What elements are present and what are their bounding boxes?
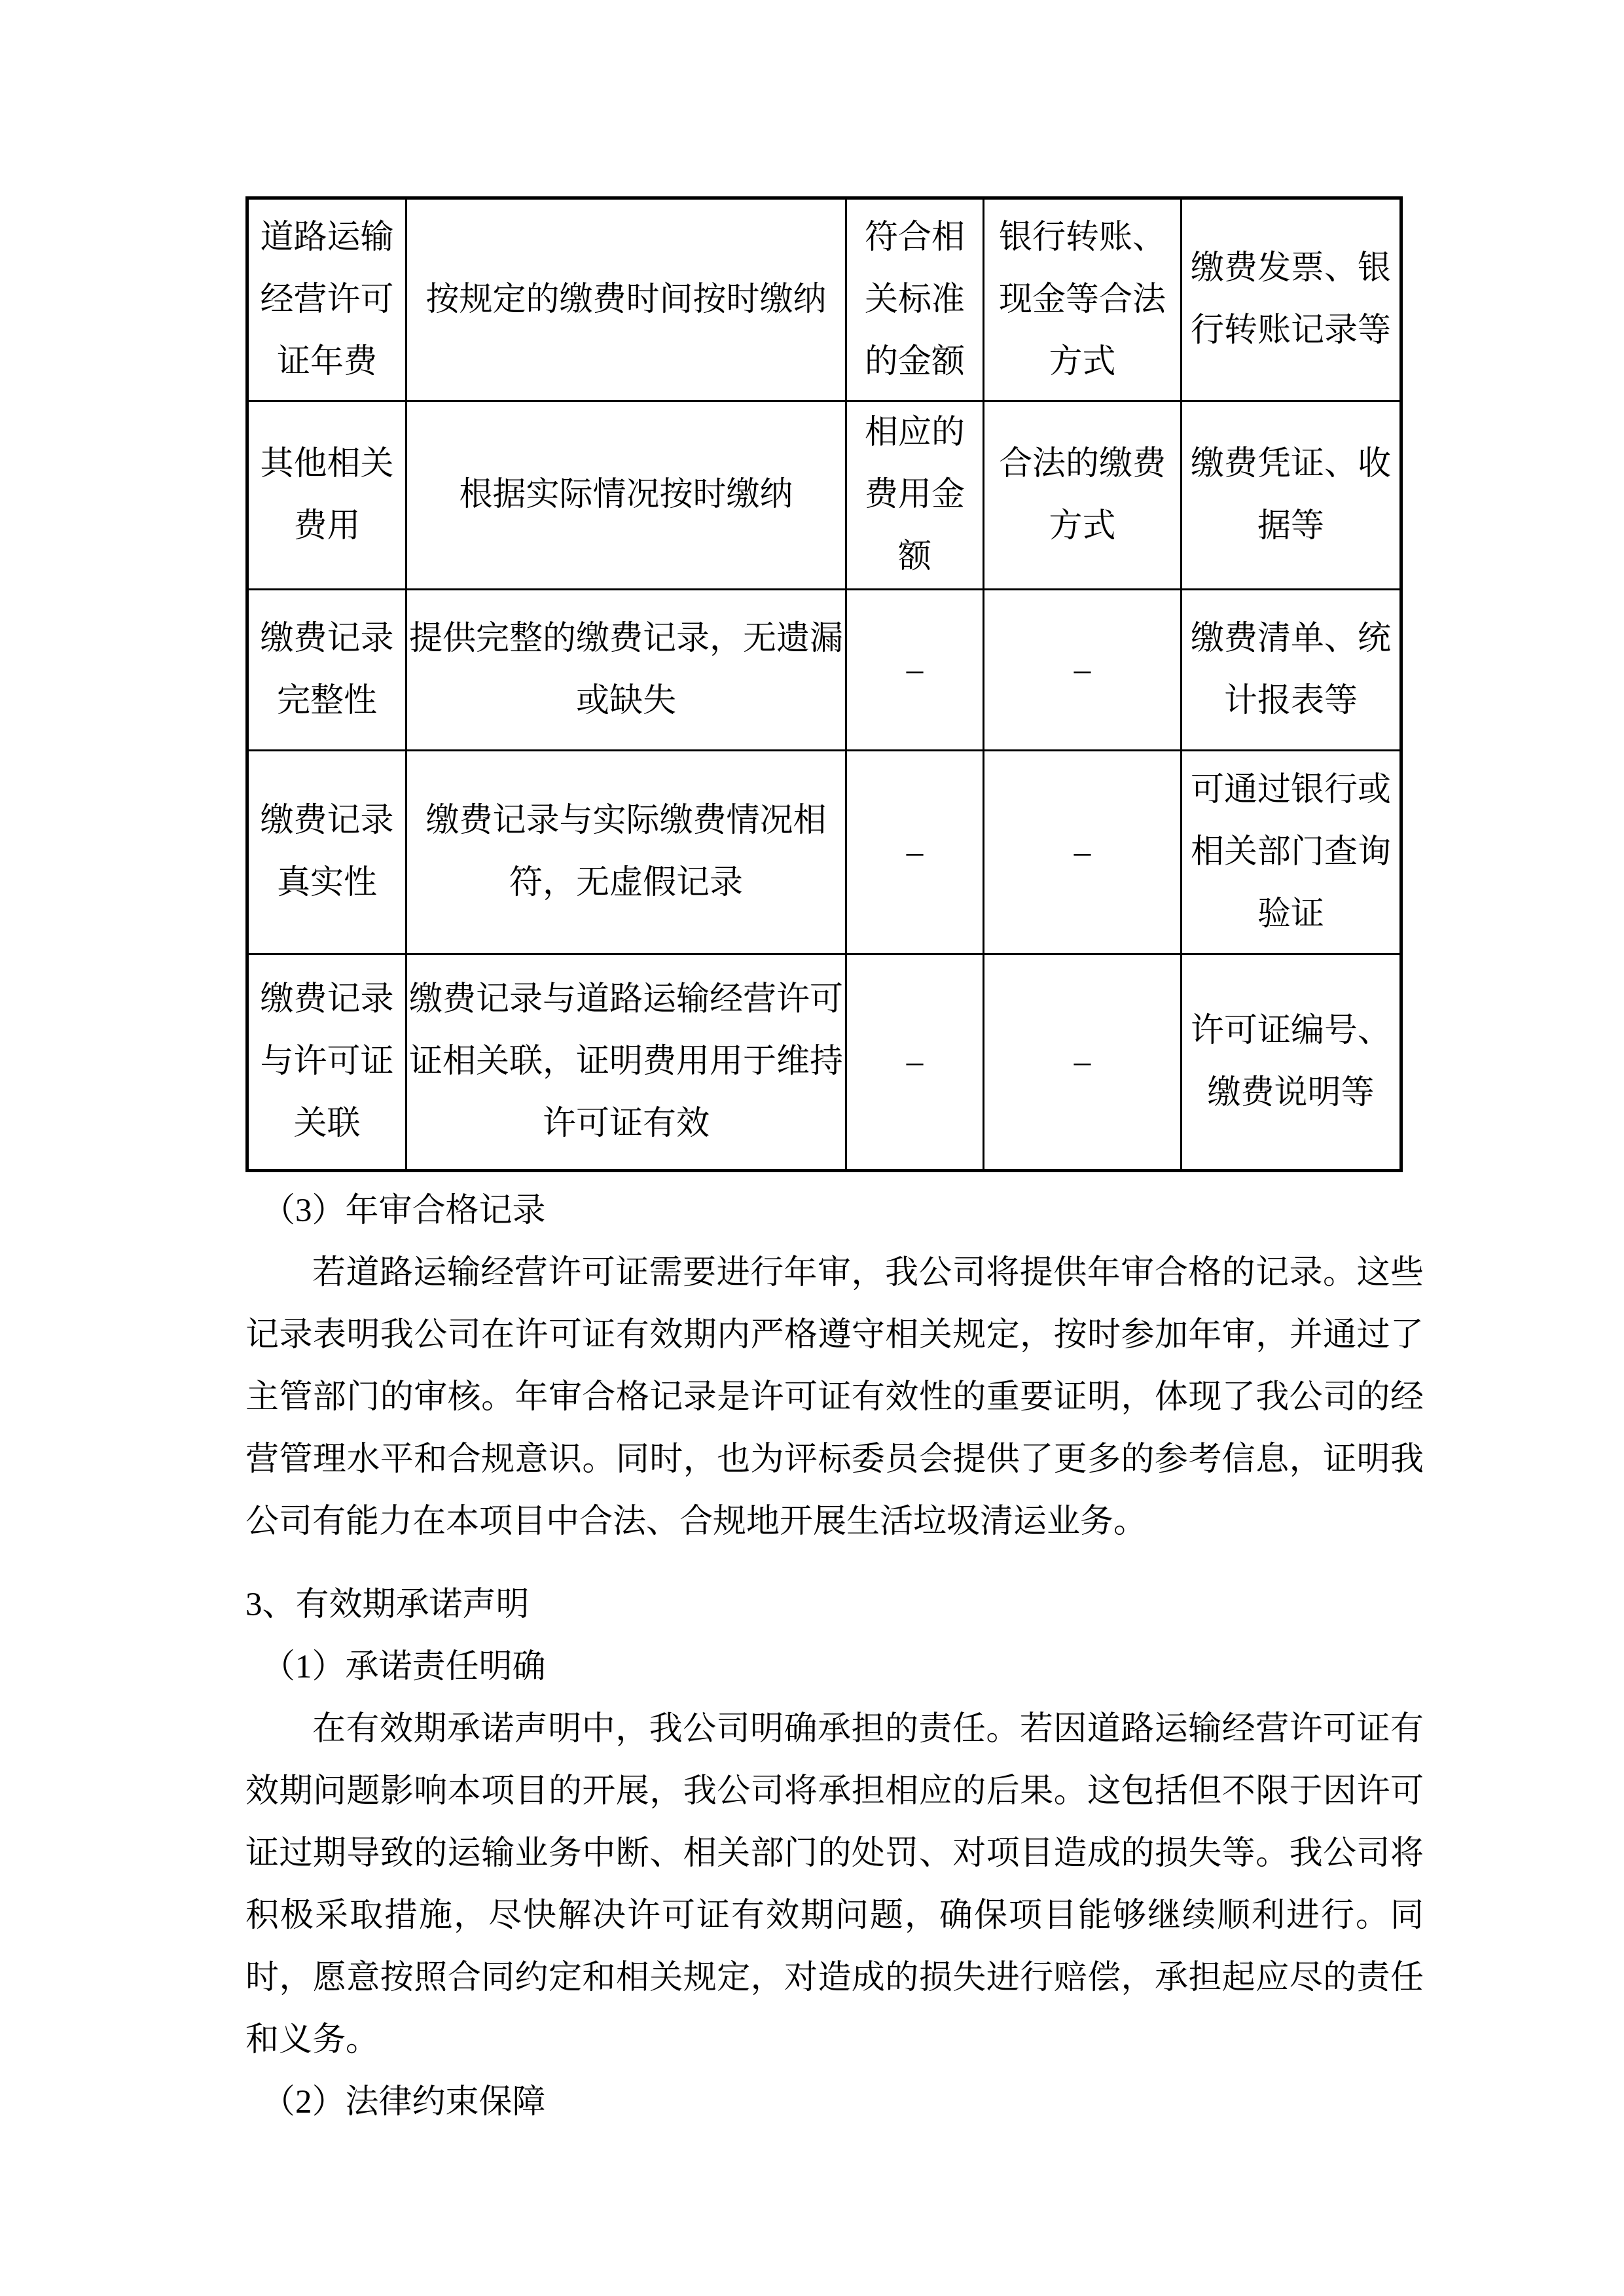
heading-validity-commitment: 3、有效期承诺声明 — [245, 1587, 530, 1623]
table-cell: – — [984, 590, 1182, 751]
table-row — [247, 751, 1401, 954]
fee-record-table — [245, 196, 1403, 1172]
table-cell: 合法的缴费方式 — [984, 401, 1182, 590]
table-cell: – — [846, 590, 984, 751]
table-cell: 缴费记录完整性 — [247, 590, 406, 751]
table-cell: 缴费记录与道路运输经营许可证相关联，证明费用用于维持许可证有效 — [406, 954, 846, 1171]
table-cell: 根据实际情况按时缴纳 — [406, 401, 846, 590]
table-cell: 缴费记录真实性 — [247, 751, 406, 954]
table-cell: 按规定的缴费时间按时缴纳 — [406, 198, 846, 401]
table-cell: 缴费记录与实际缴费情况相符，无虚假记录 — [406, 751, 846, 954]
table-row — [247, 954, 1401, 1171]
subheading-legal-guarantee: （2）法律约束保障 — [262, 2084, 546, 2121]
table-cell: 缴费凭证、收据等 — [1182, 401, 1401, 590]
table-row — [247, 590, 1401, 751]
table-row — [247, 401, 1401, 590]
table-cell: 道路运输经营许可证年费 — [247, 198, 406, 401]
table-cell: 缴费记录与许可证关联 — [247, 954, 406, 1171]
paragraph-annual-review: 若道路运输经营许可证需要进行年审，我公司将提供年审合格的记录。这些记录表明我公司在许可证有效期内严格遵守相关规定，按时参加年审，并通过了主管部门的审核。年审合格记录是许可证有效性的重要证明，体现了我公司的经营管理水平和合规意识。同时，也为评标委员会提供了更多的参考信息，证明我公司有能力在本项目中合法、合规地开展生活垃圾清运业务。 — [245, 1255, 1424, 1540]
table-cell: 缴费发票、银行转账记录等 — [1182, 198, 1401, 401]
table-cell: 提供完整的缴费记录，无遗漏或缺失 — [406, 590, 846, 751]
table-cell: 许可证编号、缴费说明等 — [1182, 954, 1401, 1171]
table-cell: – — [846, 954, 984, 1171]
table-cell: 银行转账、现金等合法方式 — [984, 198, 1182, 401]
table-cell: 缴费清单、统计报表等 — [1182, 590, 1401, 751]
table-cell: – — [846, 751, 984, 954]
table-cell: – — [984, 751, 1182, 954]
document-content — [245, 196, 1424, 2134]
subheading-annual-review-record: （3）年审合格记录 — [262, 1193, 546, 1229]
table-row — [247, 198, 1401, 401]
table-cell: 符合相关标准的金额 — [846, 198, 984, 401]
table-cell: 其他相关费用 — [247, 401, 406, 590]
paragraph-commitment: 在有效期承诺声明中，我公司明确承担的责任。若因道路运输经营许可证有效期问题影响本项目的开展，我公司将承担相应的后果。这包括但不限于因许可证过期导致的运输业务中断、相关部门的处罚、对项目造成的损失等。我公司将积极采取措施，尽快解决许可证有效期问题，确保项目能够继续顺利进行。同时，愿意按照合同约定和相关规定，对造成的损失进行赔偿，承担起应尽的责任和义务。 — [245, 1711, 1424, 2058]
table-cell: – — [984, 954, 1182, 1171]
subheading-commitment-responsibility: （1）承诺责任明确 — [262, 1649, 546, 1685]
table-cell: 相应的费用金额 — [846, 401, 984, 590]
table-cell: 可通过银行或相关部门查询验证 — [1182, 751, 1401, 954]
